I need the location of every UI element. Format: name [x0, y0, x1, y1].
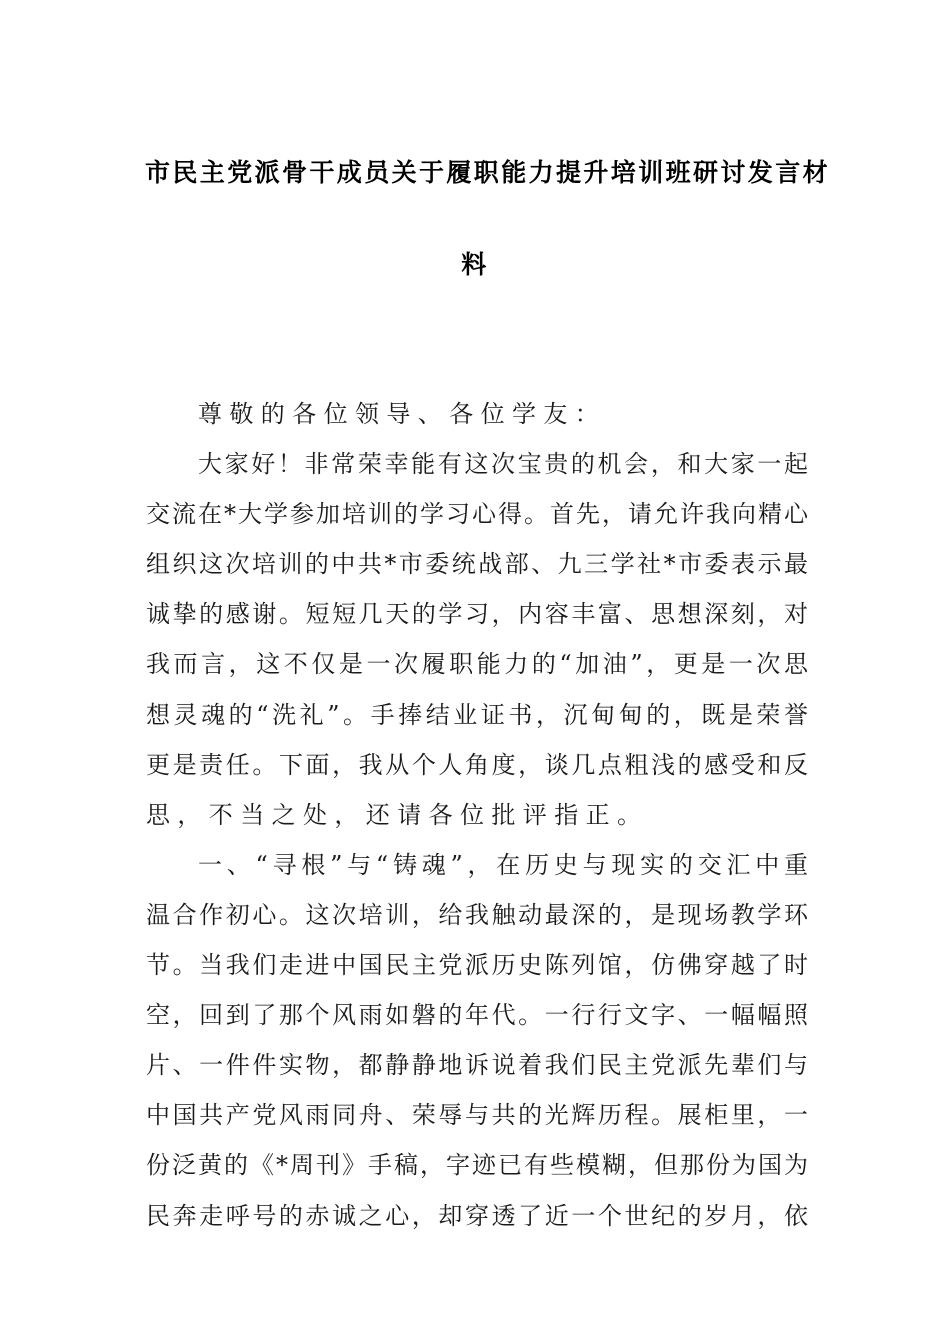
document-body	[146, 389, 808, 1241]
paragraph-line: 思，不当之处，还请各位批评指正。	[146, 800, 649, 829]
paragraph-line: 民奔走呼号的赤诚之心，却穿透了近一个世纪的岁月，依	[146, 1201, 808, 1230]
paragraph-line: 片、一件件实物，都静静地诉说着我们民主党派先辈们与	[146, 1051, 808, 1080]
paragraph-line: 份泛黄的《*周刊》手稿，字迹已有些模糊，但那份为国为	[146, 1151, 808, 1180]
paragraph-line: 尊敬的各位领导、各位学友：	[198, 400, 607, 428]
paragraph-line: 大家好！非常荣幸能有这次宝贵的机会，和大家一起	[198, 450, 808, 479]
paragraph-line: 诚挚的感谢。短短几天的学习，内容丰富、思想深刻，对	[146, 600, 808, 629]
document-title-line-1: 市民主党派骨干成员关于履职能力提升培训班研讨发言材	[145, 158, 831, 187]
paragraph-line: 交流在*大学参加培训的学习心得。首先，请允许我向精心	[146, 500, 808, 529]
paragraph-line: 更是责任。下面，我从个人角度，谈几点粗浅的感受和反	[146, 750, 808, 779]
paragraph-line: 一、“寻根”与“铸魂”，在历史与现实的交汇中重	[198, 850, 808, 879]
paragraph-line: 节。当我们走进中国民主党派历史陈列馆，仿佛穿越了时	[146, 951, 808, 980]
paragraph-line: 空，回到了那个风雨如磐的年代。一行行文字、一幅幅照	[146, 1001, 808, 1030]
paragraph-line: 想灵魂的“洗礼”。手捧结业证书，沉甸甸的，既是荣誉	[146, 700, 808, 729]
document-title-line-2: 料	[461, 250, 489, 279]
paragraph-line: 组织这次培训的中共*市委统战部、九三学社*市委表示最	[146, 550, 808, 579]
paragraph-line: 中国共产党风雨同舟、荣辱与共的光辉历程。展柜里，一	[146, 1101, 808, 1130]
paragraph-line: 温合作初心。这次培训，给我触动最深的，是现场教学环	[146, 900, 808, 929]
paragraph-line: 我而言，这不仅是一次履职能力的“加油”，更是一次思	[146, 650, 808, 679]
